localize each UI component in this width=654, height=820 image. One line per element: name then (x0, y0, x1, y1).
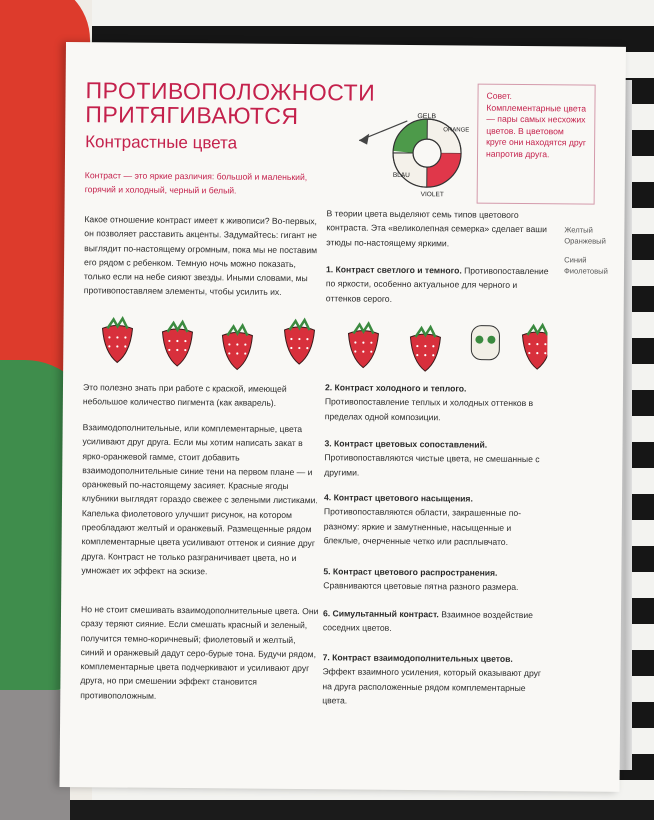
contrast-item-4 (324, 490, 549, 549)
contrast-item-3-head: 3. Контраст цветовых сопоставлений. (324, 438, 488, 450)
contrast-item-3-text: Противопоставляются чистые цвета, не смешанные с другими. (324, 452, 540, 478)
col1-paragraph-4: Но не стоит смешивать взаимодополнительные цвета. Они сразу теряют сияние. Если смешать красный и зеленый, получится темно-коричневый; фиолетовый и желтый, синий и оранжевый дадут серо-бурые тона. Будучи рядом, комплементарные цвета подчеркивают и усиливают друг друга, но при смешении эффект становится противоположным. (80, 604, 319, 701)
side-note-blue-violet: Синий Фиолетовый (563, 255, 608, 276)
strawberry-sketch (348, 323, 378, 367)
contrast-item-6-head: 6. Симультанный контраст. (322, 608, 439, 620)
skull-sketch (471, 326, 499, 360)
contrast-item-2-text: Противопоставление теплых и холодных оттенков в пределах одной композиции. (324, 396, 534, 422)
col2-intro: В теории цвета выделяют семь типов цветового контраста. Эта «великолепная семерка» сделает ваши этюды по-настоящему яркими. (326, 208, 548, 248)
contrast-item-3 (324, 436, 549, 481)
wheel-label-yellow: GELB (417, 113, 437, 121)
lead-text: Контраст — это яркие различия: большой и маленький, горячий и холодный, черный и белый. (84, 170, 308, 196)
side-note-yellow-orange: Желтый Оранжевый (564, 225, 606, 246)
strawberry-sketch (522, 325, 547, 369)
strawberry-sketch (162, 322, 192, 366)
contrast-item-7-text: Эффект взаимного усиления, который оказывают друг на друга расположенные рядом комплементарные цвета. (322, 666, 542, 706)
wheel-label-blue: BLAU (392, 171, 410, 180)
contrast-item-6 (323, 606, 548, 637)
contrast-item-6-text: Взаимное воздействие соседних цветов. (322, 609, 533, 634)
contrast-item-7 (322, 650, 547, 709)
contrast-item-2 (325, 380, 550, 425)
color-wheel-sketch (357, 101, 488, 212)
contrast-item-5 (323, 564, 548, 595)
contrast-item-5-head: 5. Контраст цветового распространения. (323, 566, 498, 578)
contrast-item-1-text: Противопоставление по яркости, особенно актуальное для черного и оттенков серого. (325, 265, 549, 304)
contrast-item-2-head: 2. Контраст холодного и теплого. (324, 382, 467, 394)
page-subtitle: Контрастные цвета (85, 132, 238, 153)
contrast-item-4-text: Противопоставляются области, закрашенные по-разному: яркие и замутненные, насыщенные и блеклые, очерченные четко или расплывчато. (323, 506, 522, 547)
contrast-item-7-head: 7. Контраст взаимодополнительных цветов. (322, 652, 513, 664)
wheel-label-violet: VIOLET (420, 191, 444, 199)
strawberry-sketch (222, 325, 252, 369)
strawberry-sketch (410, 327, 440, 371)
contrast-item-1 (326, 262, 551, 307)
page-title: ПРОТИВОПОЛОЖНОСТИ ПРИТЯГИВАЮТСЯ (85, 77, 376, 130)
contrast-item-4-head: 4. Контраст цветового насыщения. (323, 492, 473, 504)
col1-paragraph-3: Взаимодополнительные, или комплементарные, цвета усиливают друг друга. Если мы хотим написать закат в ярко-оранжевой гамме, стоит добавить взаимодополнительные синие тени на первом плане — и оранжевый по-настоящему засияет. Красные ягоды клубники выглядят гораздо свежее с зелеными листиками. Капелька фиолетового улучшит рисунок, на котором преобладают желтый и оранжевый. Размещенные рядом комплементарные цвета усиливают оттенок и сияние друг друга. Контраст не только разграничивает цвета, но и умножает их эффект на эскизе. (81, 422, 318, 577)
contrast-item-5-text: Сравниваются цветовые пятна разного размера. (323, 580, 519, 593)
tip-box: Совет. Комплементарные цвета — пары самых несхожих цветов. В цветовом круге они находятся друг напротив друга. (477, 84, 596, 205)
contrast-item-1-head: 1. Контраст светлого и темного. (325, 264, 462, 276)
col1-paragraph-2: Это полезно знать при работе с краской, имеющей небольшое количество пигмента (как акварель). (82, 382, 287, 409)
strawberry-sketch (102, 318, 132, 362)
book-page (59, 42, 625, 792)
wheel-label-orange: ORANGE (443, 127, 470, 134)
strawberry-sketches (77, 310, 548, 384)
col1-paragraph-1: Какое отношение контраст имеет к живописи? Во-первых, он позволяет расставить акценты. Задумайтесь: гигант не выглядит по-настоящему огромным, пока мы не поставим его рядом с ребенком. Темную ночь можно показать, только если на небе сияют звезды. Иными словами, мы противопоставляем элементы, чтобы усилить их. (83, 214, 318, 298)
strawberry-sketch (284, 320, 314, 364)
